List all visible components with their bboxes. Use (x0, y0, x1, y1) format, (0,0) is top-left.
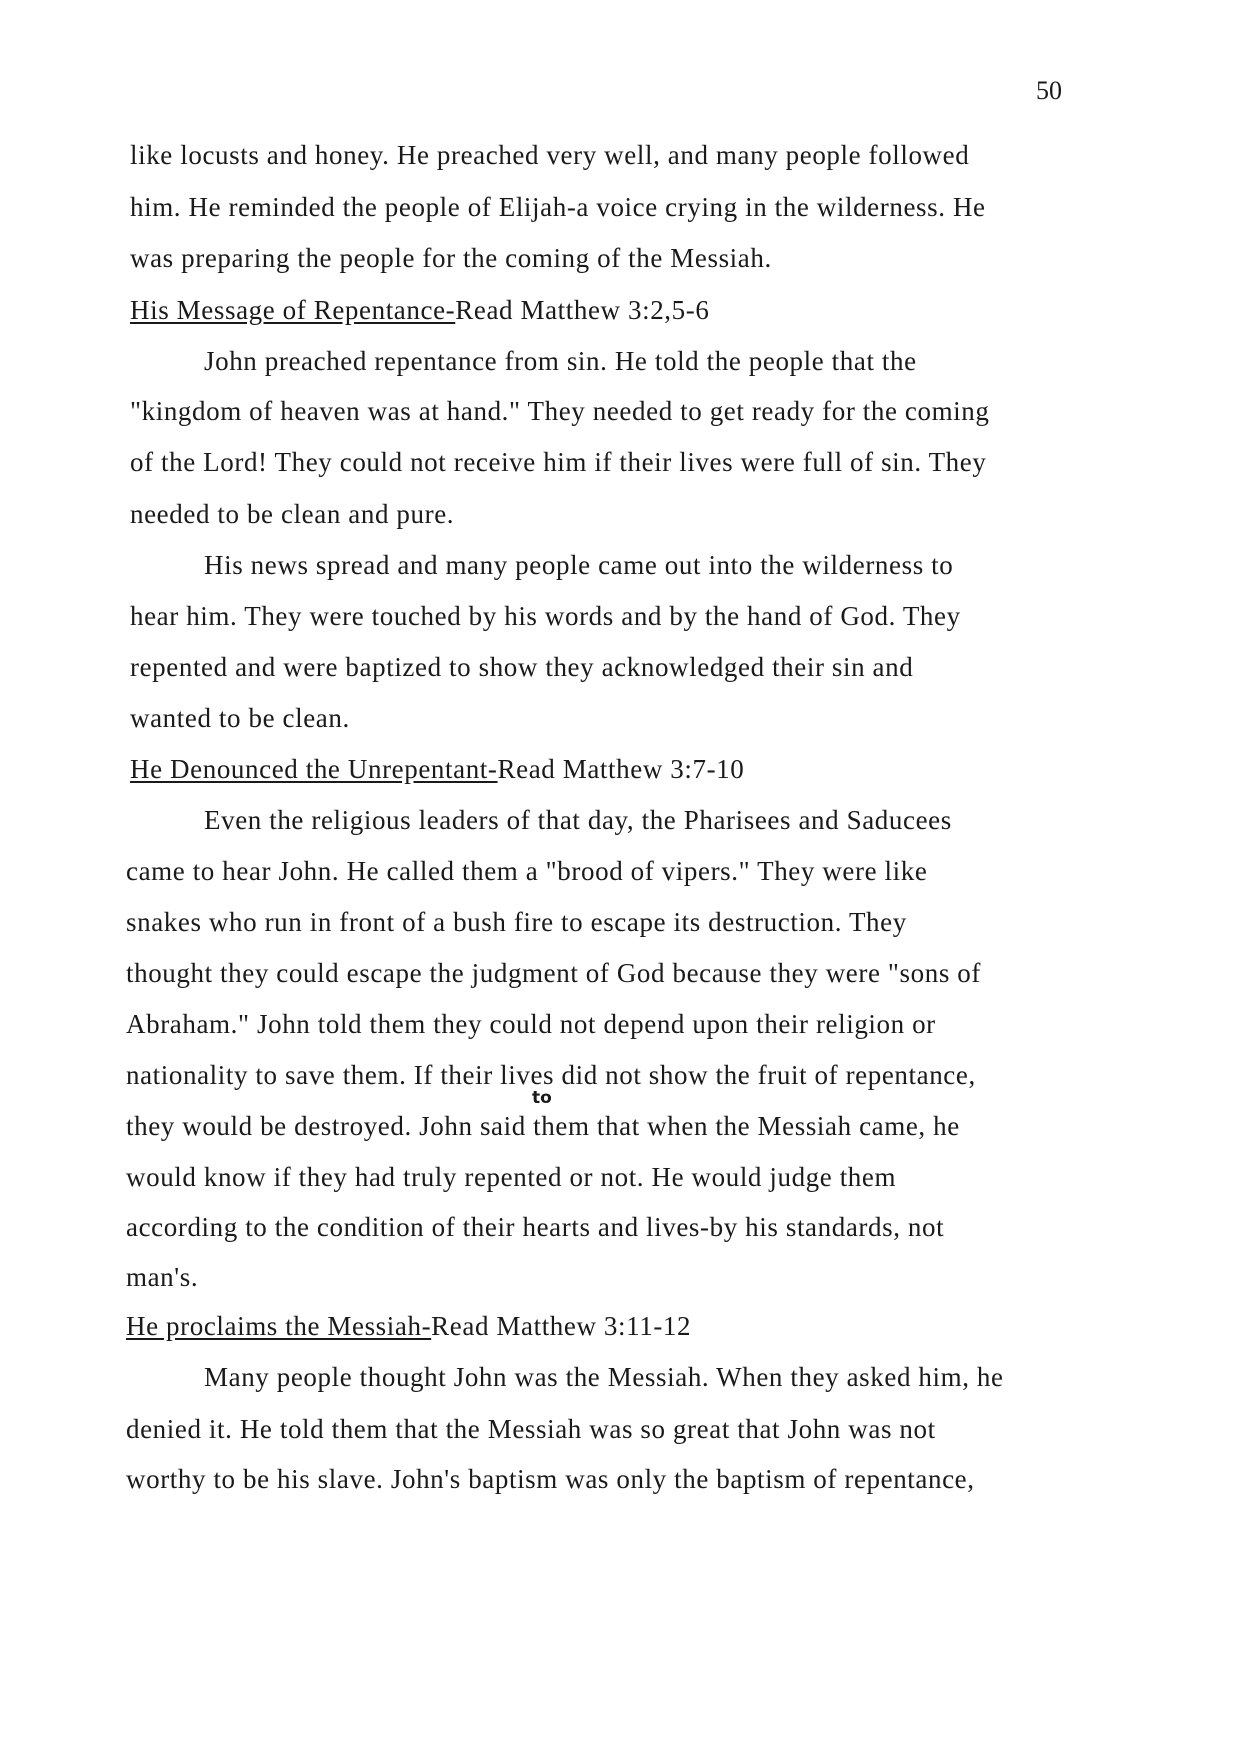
section-heading (130, 754, 744, 784)
text-line: needed to be clean and pure. (130, 499, 455, 529)
handwritten-insertion: to (532, 1088, 552, 1108)
heading-title: He proclaims the Messiah- (126, 1311, 432, 1341)
text-line: was preparing the people for the coming of the Messiah. (130, 243, 772, 273)
heading-reference: Read Matthew 3:7-10 (497, 754, 745, 784)
heading-title: His Message of Repentance- (130, 295, 456, 325)
section-heading (126, 1311, 691, 1341)
text-line: repented and were baptized to show they acknowledged their sin and (130, 652, 914, 682)
text-line: came to hear John. He called them a "brood of vipers." They were like (126, 856, 928, 886)
text-line: would know if they had truly repented or not. He would judge them (126, 1162, 897, 1192)
text-line: snakes who run in front of a bush fire to escape its destruction. They (126, 907, 907, 937)
text-line: hear him. They were touched by his words and by the hand of God. They (130, 601, 961, 631)
text-line: Abraham." John told them they could not depend upon their religion or (126, 1009, 936, 1039)
text-line: John preached repentance from sin. He told the people that the (204, 346, 917, 376)
section-heading (130, 295, 709, 325)
text-line: man's. (126, 1262, 199, 1292)
text-line: "kingdom of heaven was at hand." They needed to get ready for the coming (130, 396, 990, 426)
heading-reference: Read Matthew 3:2,5-6 (455, 295, 710, 325)
heading-title: He Denounced the Unrepentant- (130, 754, 498, 784)
text-line: of the Lord! They could not receive him if their lives were full of sin. They (130, 447, 987, 477)
text-line: Even the religious leaders of that day, the Pharisees and Saducees (204, 805, 952, 835)
text-line: him. He reminded the people of Elijah-a voice crying in the wilderness. He (130, 192, 986, 222)
text-line: worthy to be his slave. John's baptism was only the baptism of repentance, (126, 1464, 975, 1494)
text-line: denied it. He told them that the Messiah was so great that John was not (126, 1414, 936, 1444)
text-line: nationality to save them. If their lives did not show the fruit of repentance, (126, 1060, 976, 1090)
text-line: like locusts and honey. He preached very well, and many people followed (130, 140, 970, 170)
text-line: Many people thought John was the Messiah. When they asked him, he (204, 1362, 1004, 1392)
page-number: 50 (1036, 76, 1062, 105)
text-line: His news spread and many people came out into the wilderness to (204, 550, 954, 580)
text-line: they would be destroyed. John said them that when the Messiah came, he (126, 1111, 960, 1141)
text-line: thought they could escape the judgment of God because they were "sons of (126, 958, 981, 988)
text-line: according to the condition of their hearts and lives-by his standards, not (126, 1212, 945, 1242)
text-line: wanted to be clean. (130, 703, 350, 733)
heading-reference: Read Matthew 3:11-12 (431, 1311, 692, 1341)
